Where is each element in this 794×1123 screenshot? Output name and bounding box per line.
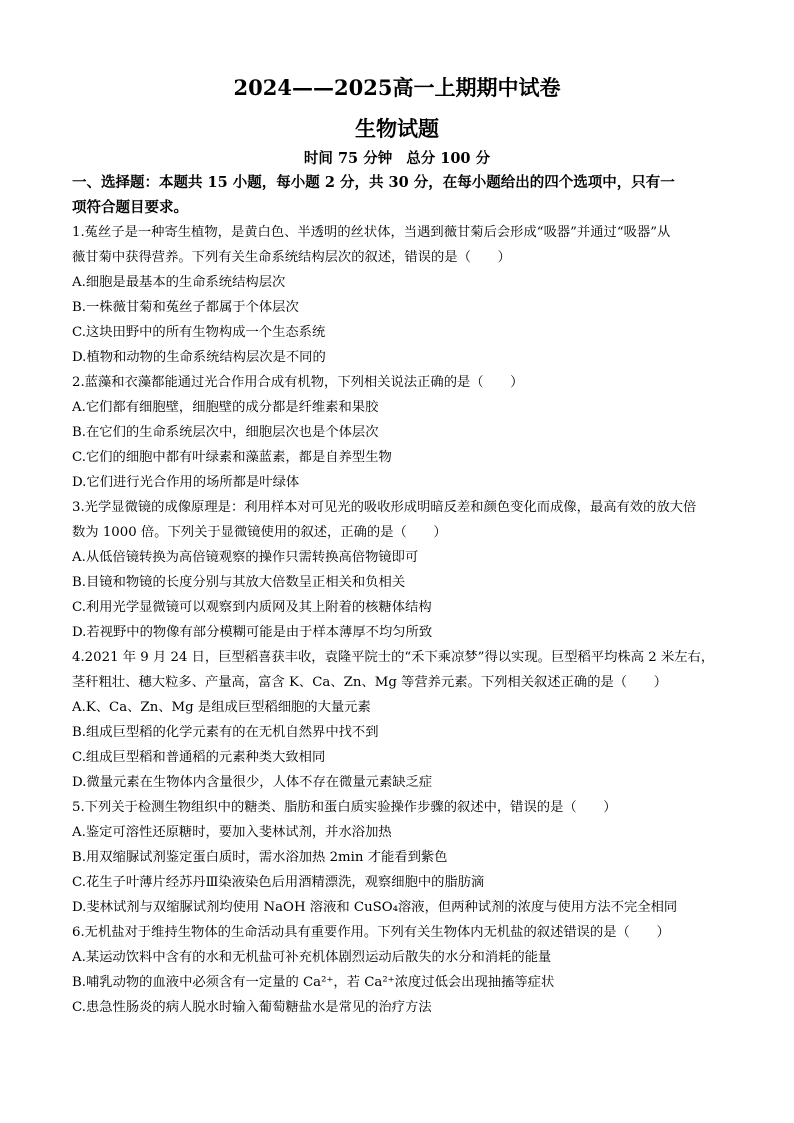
option-line: D.斐林试剂与双缩脲试剂均使用 NaOH 溶液和 CuSO₄溶液，但两种试剂的浓度与使用方法不完全相同	[72, 900, 678, 915]
time-info: 时间 75 分钟	[303, 150, 393, 167]
option-line: C.它们的细胞中都有叶绿素和藻蓝素，都是自养型生物	[72, 450, 392, 465]
option-line: C.组成巨型稻和普通稻的元素种类大致相同	[72, 750, 326, 765]
exam-title: 2024——2025高一上期期中试卷	[233, 75, 561, 100]
option-line: B.目镜和物镜的长度分别与其放大倍数呈正相关和负相关	[72, 575, 406, 590]
question-body	[72, 220, 724, 1020]
option-line: D.若视野中的物像有部分模糊可能是由于样本薄厚不均匀所致	[72, 625, 433, 640]
option-line: A.K、Ca、Zn、Mg 是组成巨型稻细胞的大量元素	[72, 700, 371, 715]
option-line: A.细胞是最基本的生命系统结构层次	[72, 275, 286, 290]
text-line: 1.菟丝子是一种寄生植物，是黄白色、半透明的丝状体，当遇到薇甘菊后会形成“吸器”并通过“吸器”从	[72, 225, 671, 240]
section-heading-line: 一、选择题：本题共 15 小题，每小题 2 分，共 30 分，在每小题给出的四个选项中，只有一	[72, 174, 675, 191]
text-line: 数为 1000 倍。下列关于显微镜使用的叙述，正确的是（ ）	[72, 525, 447, 540]
option-line: D.它们进行光合作用的场所都是叶绿体	[72, 475, 300, 490]
text-line: 薇甘菊中获得营养。下列有关生命系统结构层次的叙述，错误的是（ ）	[72, 250, 511, 265]
option-line: A.从低倍镜转换为高倍镜观察的操作只需转换高倍物镜即可	[72, 550, 419, 565]
option-line: B.哺乳动物的血液中必须含有一定量的 Ca²⁺，若 Ca²⁺浓度过低会出现抽搐等症状	[72, 975, 555, 990]
text-line: 2.蓝藻和衣藻都能通过光合作用合成有机物，下列相关说法正确的是（ ）	[72, 375, 524, 390]
option-line: C.这块田野中的所有生物构成一个生态系统	[72, 325, 326, 340]
section-heading	[72, 170, 724, 220]
option-line: B.在它们的生命系统层次中，细胞层次也是个体层次	[72, 425, 379, 440]
text-line: 4.2021 年 9 月 24 日，巨型稻喜获丰收，袁隆平院士的“禾下乘凉梦”得以实现。巨型稻平均株高 2 米左右，	[72, 650, 715, 665]
text-line: 5.下列关于检测生物组织中的糖类、脂肪和蛋白质实验操作步骤的叙述中，错误的是（ ）	[72, 800, 617, 815]
score-info: 总分 100 分	[406, 150, 491, 167]
option-line: C.利用光学显微镜可以观察到内质网及其上附着的核糖体结构	[72, 600, 432, 615]
option-line: C.患急性肠炎的病人脱水时输入葡萄糖盐水是常见的治疗方法	[72, 1000, 432, 1015]
option-line: C.花生子叶薄片经苏丹Ⅲ染液染色后用酒精漂洗，观察细胞中的脂肪滴	[72, 875, 485, 890]
option-line: A.它们都有细胞壁，细胞壁的成分都是纤维素和果胶	[72, 400, 379, 415]
option-line: B.组成巨型稻的化学元素有的在无机自然界中找不到	[72, 725, 379, 740]
option-line: D.微量元素在生物体内含量很少，人体不存在微量元素缺乏症	[72, 775, 433, 790]
option-line: A.某运动饮料中含有的水和无机盐可补充机体剧烈运动后散失的水分和消耗的能量	[72, 950, 552, 965]
option-line: A.鉴定可溶性还原糖时，要加入斐林试剂，并水浴加热	[72, 825, 392, 840]
option-line: D.植物和动物的生命系统结构层次是不同的	[72, 350, 326, 365]
text-line: 6.无机盐对于维持生物体的生命活动具有重要作用。下列有关生物体内无机盐的叙述错误的是（ ）	[72, 925, 670, 940]
time-score-line	[0, 147, 794, 168]
text-line: 3.光学显微镜的成像原理是：利用样本对可见光的吸收形成明暗反差和颜色变化而成像，最高有效的放大倍	[72, 500, 697, 515]
section-heading-line: 项符合题目要求。	[72, 199, 188, 216]
subject-title: 生物试题	[355, 116, 439, 141]
option-line: B.一株薇甘菊和菟丝子都属于个体层次	[72, 300, 299, 315]
text-line: 茎秆粗壮、穗大粒多、产量高，富含 K、Ca、Zn、Mg 等营养元素。下列相关叙述正确的是（ ）	[72, 675, 667, 690]
option-line: B.用双缩脲试剂鉴定蛋白质时，需水浴加热 2min 才能看到紫色	[72, 850, 448, 865]
